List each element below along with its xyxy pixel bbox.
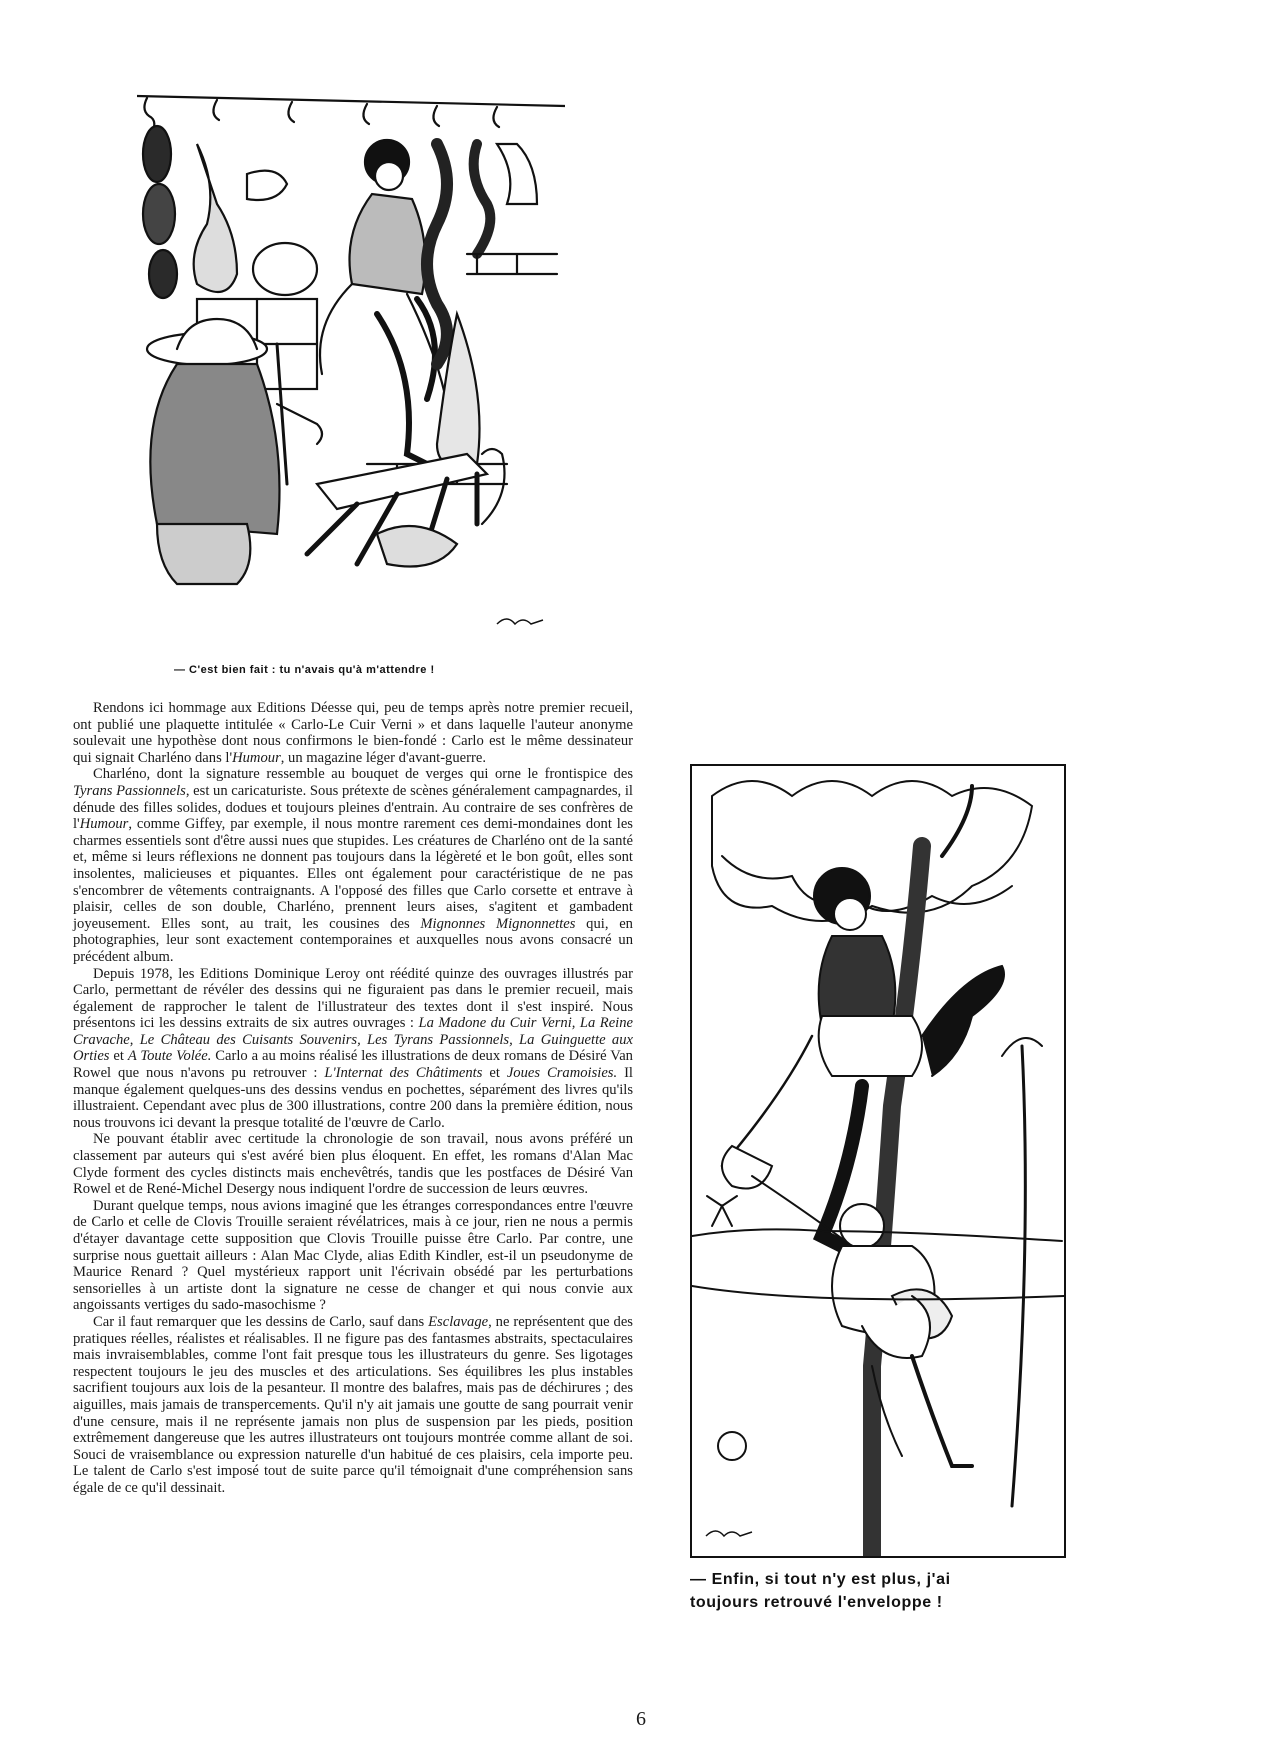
text-run: Rendons ici hommage aux Editions Déesse qui, peu de temps après notre premier recueil, ont publié une plaquette intitulée « Carlo-Le Cuir Verni » et dans laquelle l'auteur anonyme soulevait une hypothèse dont nous confirmons le bien-fondé : Carlo est le même dessinateur qui signait Charléno dans l' [73,700,633,766]
text-run: , un magazine léger d'avant-guerre. [280,749,486,766]
text-run: Depuis 1978, les Editions Dominique Leroy ont réédité quinze des ouvrages illustrés par Carlo, permettant de révéler des dessins qui ne figuraient pas dans le premier recueil, mais également de rapprocher le talent de l'illustrateur des textes dont il s'est inspiré. Nous présentons ici les dessins extraits de six autres ouvrages : [73,965,633,1032]
text-run: Charléno, dont la signature ressemble au bouquet de verges qui orne le frontispice des [93,766,633,783]
text-run: Il manque également quelques-uns des dessins vendus en pochettes, séparément des livres qu'ils illustraient. Cependant avec plus de 300 illustrations, contre 200 dans la première édition, nous nous trouvons ici devant la presque totalité de l'œuvre de Carlo. [73,1065,633,1131]
italic-title: Mignonnes Mignonnettes [420,915,576,932]
article-paragraph [73,766,633,965]
italic-title: Humour [79,816,129,833]
page-number: 6 [636,1708,646,1730]
caption-right [690,1568,1070,1614]
italic-title: A Toute Volée. [127,1048,212,1065]
tree-drawing [692,766,1064,1556]
italic-title: La Madone du Cuir Verni, La Reine Cravache, Le Château des Cuisants Souvenirs, Les Tyrans Passionnels, La Guinguette aux Orties [73,1015,633,1065]
illustration-kitchen [137,84,565,660]
article-paragraph [73,700,633,766]
text-run: , comme Giffey, par exemple, il nous montre rarement ces demi-mondaines dont les charmes essentiels sont d'être aussi nues que stupides. Les créatures de Charléno ont de la santé et, même si leurs réflexions ne donnent pas toujours dans la légèreté et le bon goût, elles sont insolentes, malicieuses et piquantes. Elles ont également pour caractéristique de ne pas s'encombrer de vêtements contraignants. A l'opposé des filles que Carlo corsette et entrave à plaisir, celles de son double, Charléno, prennent leurs aises, s'agitent et gambadent joyeusement. Elles sont, au trait, les cousines des [73,816,633,932]
signature-mark-right [706,1531,752,1536]
text-run: Carlo a au moins réalisé les illustrations de deux romans de Désiré Van Rowel que nous n'avons pu retrouver : [73,1048,633,1082]
article-body [73,700,633,1497]
text-run: qui, en photographies, leur sont exactement contemporaines et auxquelles nous avons consacré un précédent album. [73,915,633,965]
italic-title: Humour [232,749,281,766]
article-paragraph [73,1314,633,1497]
text-run: et [482,1065,507,1082]
caption-right-line2: toujours retrouvé l'enveloppe ! [690,1594,943,1611]
text-run: Durant quelque temps, nous avions imaginé que les étranges correspondances entre l'œuvre de Carlo et celle de Clovis Trouille seraient révélatrices, mais à ce jour, rien ne nous a permis d'étayer davantage cette supposition que Clovis Trouille puisse être Carlo. Par contre, une surprise nous guettait ailleurs : Alan Mac Clyde, alias Edith Kindler, est-il un pseudonyme de Maurice Renard ? Quel mystérieux rapport unit l'écrivain obsédé par les perturbations sensorielles à un artiste dont la signature ne cesse de changer et qui nous convie aux angoissants vertiges du sado-masochisme ? [73,1197,633,1314]
illustration-tree [690,764,1066,1558]
italic-title: Esclavage [428,1313,489,1330]
text-run: et [109,1048,128,1065]
article-paragraph [73,966,633,1132]
caption-top: — C'est bien fait : tu n'avais qu'à m'attendre ! [174,664,435,676]
article-paragraph [73,1131,633,1197]
text-run: , est un caricaturiste. Sous prétexte de scènes généralement campagnardes, il dénude des filles solides, dodues et toujours pleines d'entrain. Au contraire de ses confrères de l' [73,782,633,833]
text-run: , ne représentent que des pratiques réelles, réalistes et réalisables. Il ne figure pas des fantasmes abstraits, spectaculaires mais invraisemblables, comme l'ont fait presque tous les illustrateurs du genre. Ses ligotages respectent toujours le jeu des muscles et des articulations. Ses équilibres les plus instables sacrifient toujours aux lois de la pesanteur. Il montre des balafres, mais pas de déchirures ; des aiguilles, mais jamais de transpercements. Qu'il n'y ait jamais une goutte de sang pourrait venir d'une censure, mais il ne représente jamais non plus de suspension par les pieds, position extrêmement dangereuse que les autres illustrateurs ont toujours montrée comme allant de soi. Souci de vraisemblance ou expression naturelle d'un habitué de ces plaisirs, cela importe peu. Le talent de Carlo s'est imposé tout de suite parce qu'il témoignait d'une compréhension sans égale de ce qu'il dessinait. [73,1313,633,1496]
text-run: Car il faut remarquer que les dessins de Carlo, sauf dans [93,1313,429,1330]
italic-title: Joues Cramoisies. [506,1065,618,1082]
italic-title: L'Internat des Châtiments [324,1065,483,1082]
signature-mark [497,619,543,624]
article-paragraph [73,1198,633,1314]
italic-title: Tyrans Passionnels [73,782,186,799]
kitchen-drawing [137,84,565,660]
text-run: Ne pouvant établir avec certitude la chronologie de son travail, nous avons préféré un classement par auteurs qui s'est avéré bien plus éloquent. En effet, les romans d'Alan Mac Clyde forment des cycles distincts mais enchevêtrés, tandis que les postfaces de Désiré Van Rowel et de René-Michel Desergy nous indiquent l'ordre de succession de leurs œuvres. [73,1131,633,1198]
caption-right-line1: — Enfin, si tout n'y est plus, j'ai [690,1571,951,1588]
